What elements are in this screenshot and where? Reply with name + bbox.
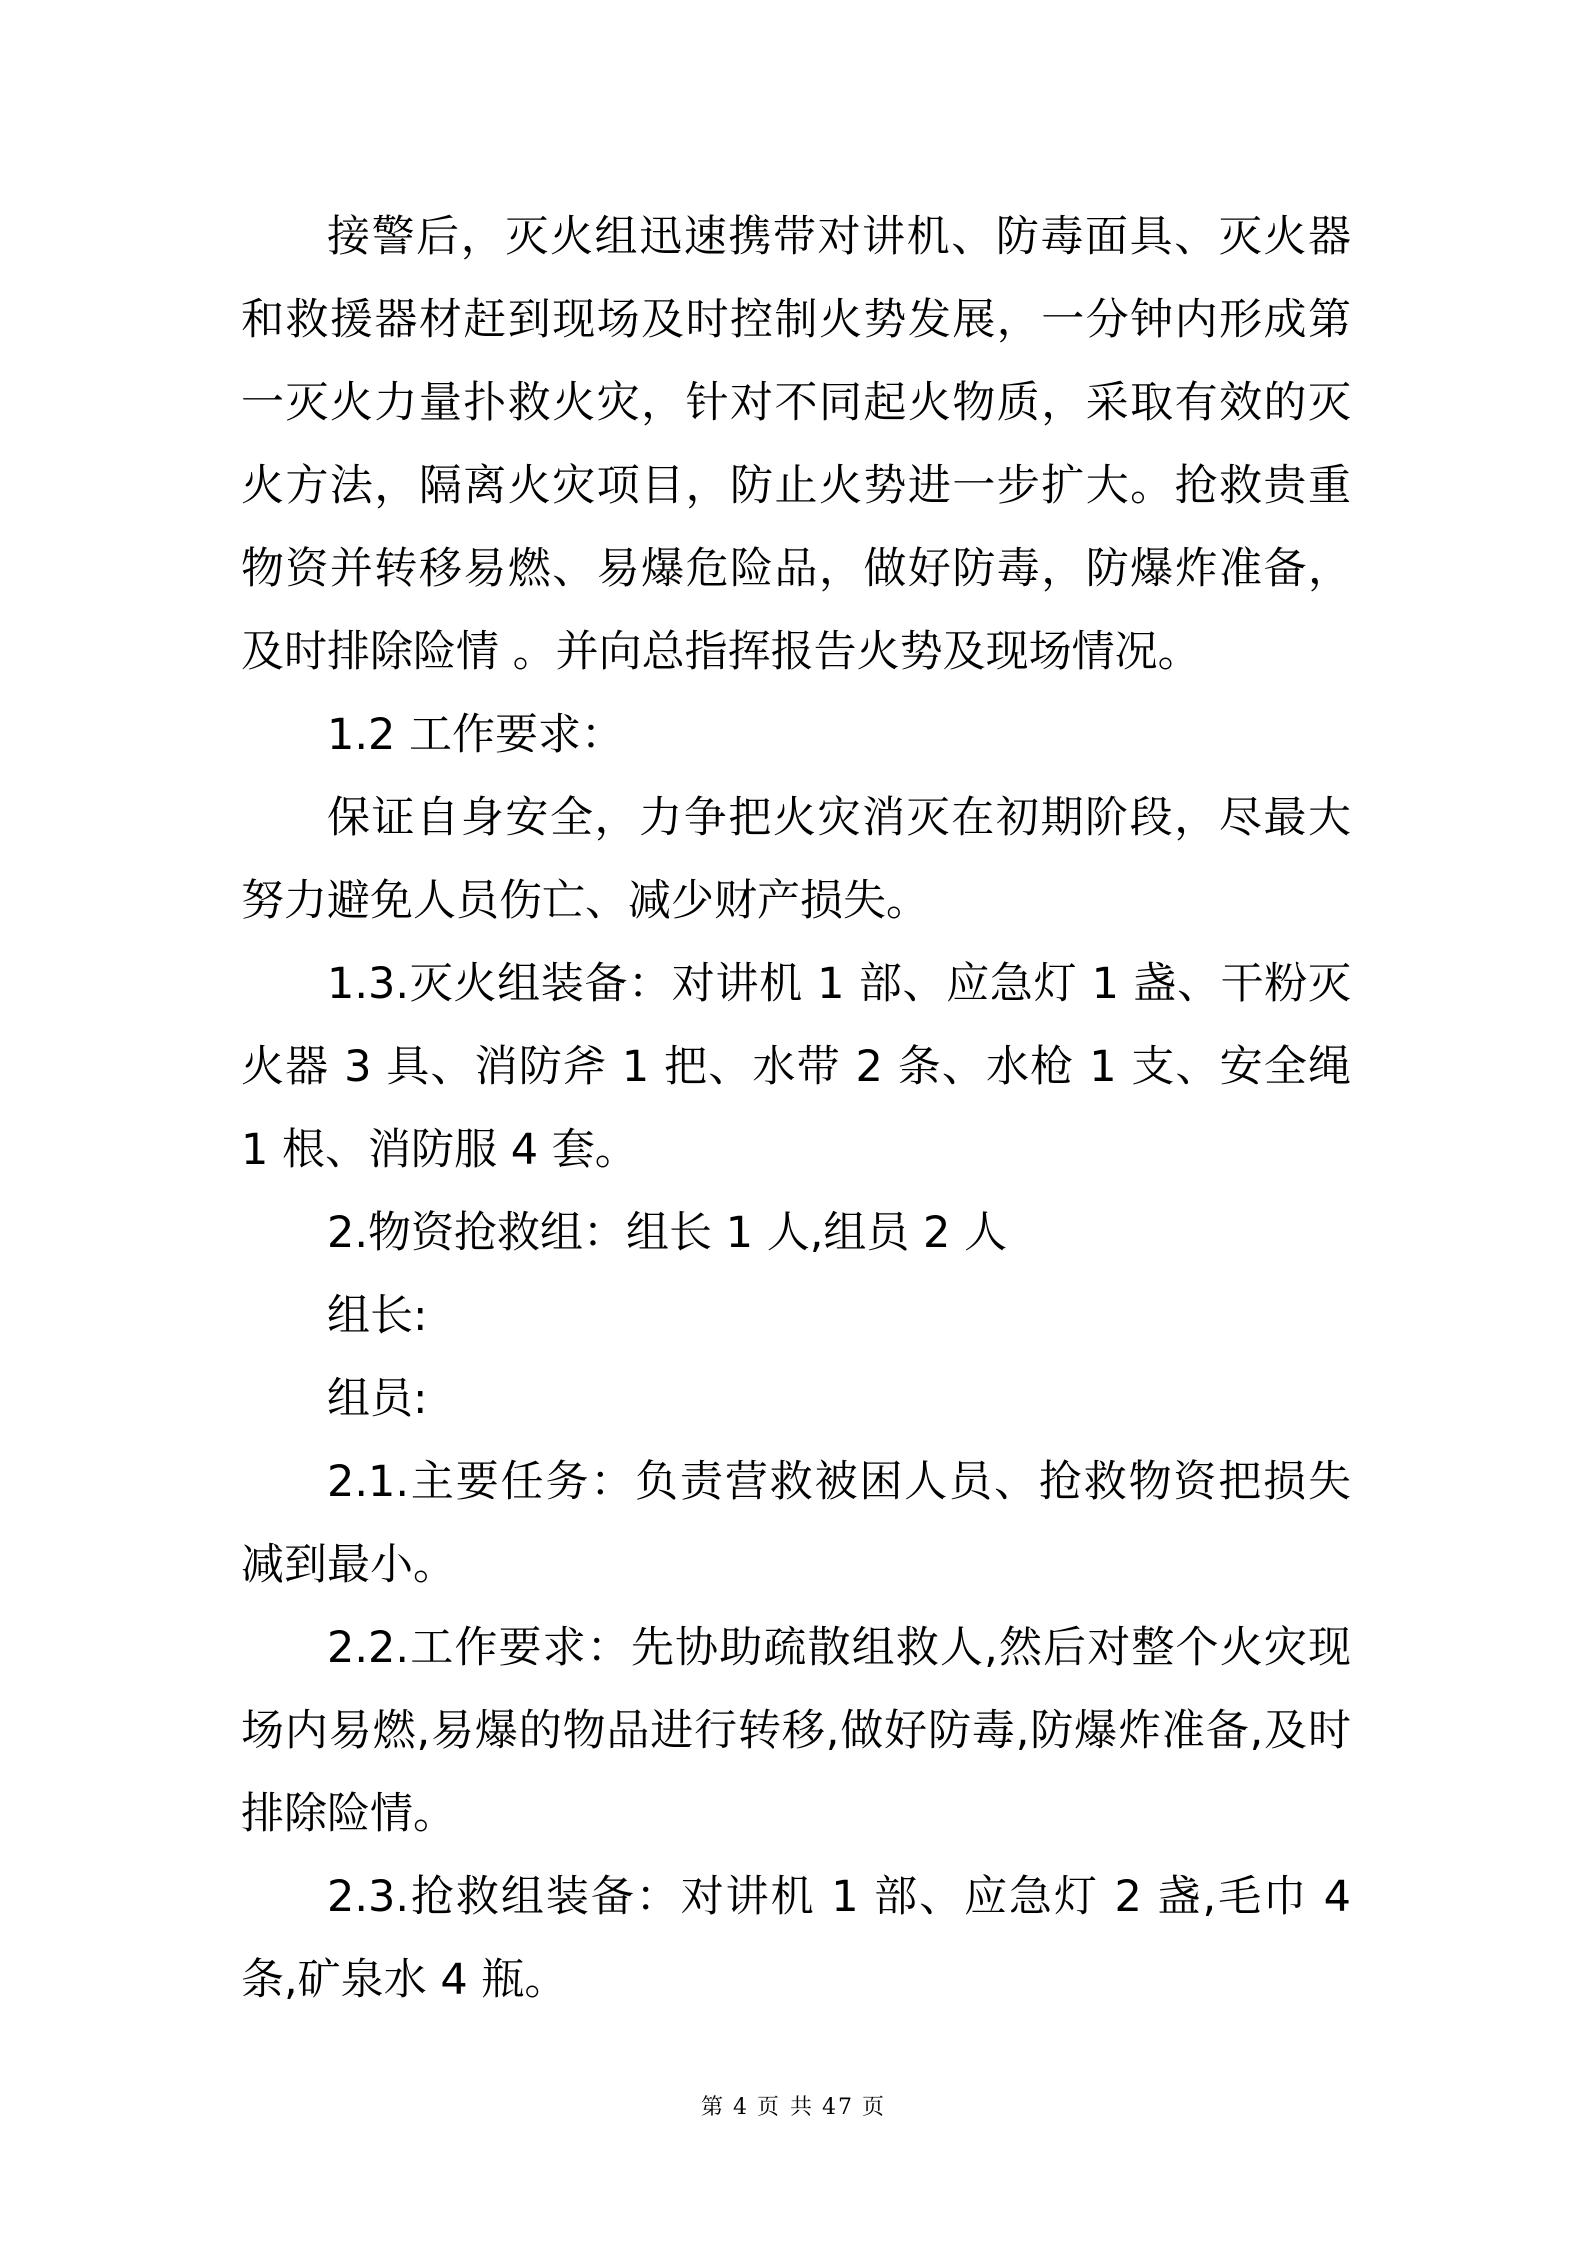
footer-middle: 页 共 [757,2095,814,2120]
heading-work-requirements: 1.2 工作要求： [327,710,625,760]
footer-total-pages: 47 [822,2095,854,2120]
paragraph-main-tasks: 2.1.主要任务：负责营救被困人员、抢救物资把损失减到最小。 [241,1457,1351,1590]
document-body [241,196,1351,2022]
footer-suffix: 页 [862,2095,887,2120]
paragraph-response-actions: 接警后，灭火组迅速携带对讲机、防毒面具、灭火器和救援器材赶到现场及时控制火势发展，一分钟内形成第一灭火力量扑救火灾，针对不同起火物质，采取有效的灭火方法，隔离火灾项目，防止火势进一步扩大。抢救贵重物资并转移易燃、易爆危险品，做好防毒，防爆炸准备，及时排除险情 。并向总指挥报告火势及现场情况。 [241,212,1351,677]
footer-page-number: 4 [733,2095,749,2120]
label-group-members: 组员: [327,1374,428,1424]
footer-prefix: 第 [700,2095,725,2120]
heading-rescue-group: 2.物资抢救组：组长 1 人,组员 2 人 [327,1208,1008,1258]
paragraph-fire-team-equipment: 1.3.灭火组装备：对讲机 1 部、应急灯 1 盏、干粉灭火器 3 具、消防斧 1 把、水带 2 条、水枪 1 支、安全绳 1 根、消防服 4 套。 [241,959,1351,1175]
paragraph-rescue-requirements: 2.2.工作要求：先协助疏散组救人,然后对整个火灾现场内易燃,易爆的物品进行转移,做好防毒,防爆炸准备,及时排除险情。 [241,1623,1351,1839]
paragraph-rescue-equipment: 2.3.抢救组装备：对讲机 1 部、应急灯 2 盏,毛巾 4 条,矿泉水 4 瓶。 [241,1872,1351,2005]
page-footer [0,2090,1587,2121]
label-group-leader: 组长: [327,1291,428,1341]
paragraph-safety: 保证自身安全，力争把火灾消灭在初期阶段，尽最大努力避免人员伤亡、减少财产损失。 [241,793,1351,926]
